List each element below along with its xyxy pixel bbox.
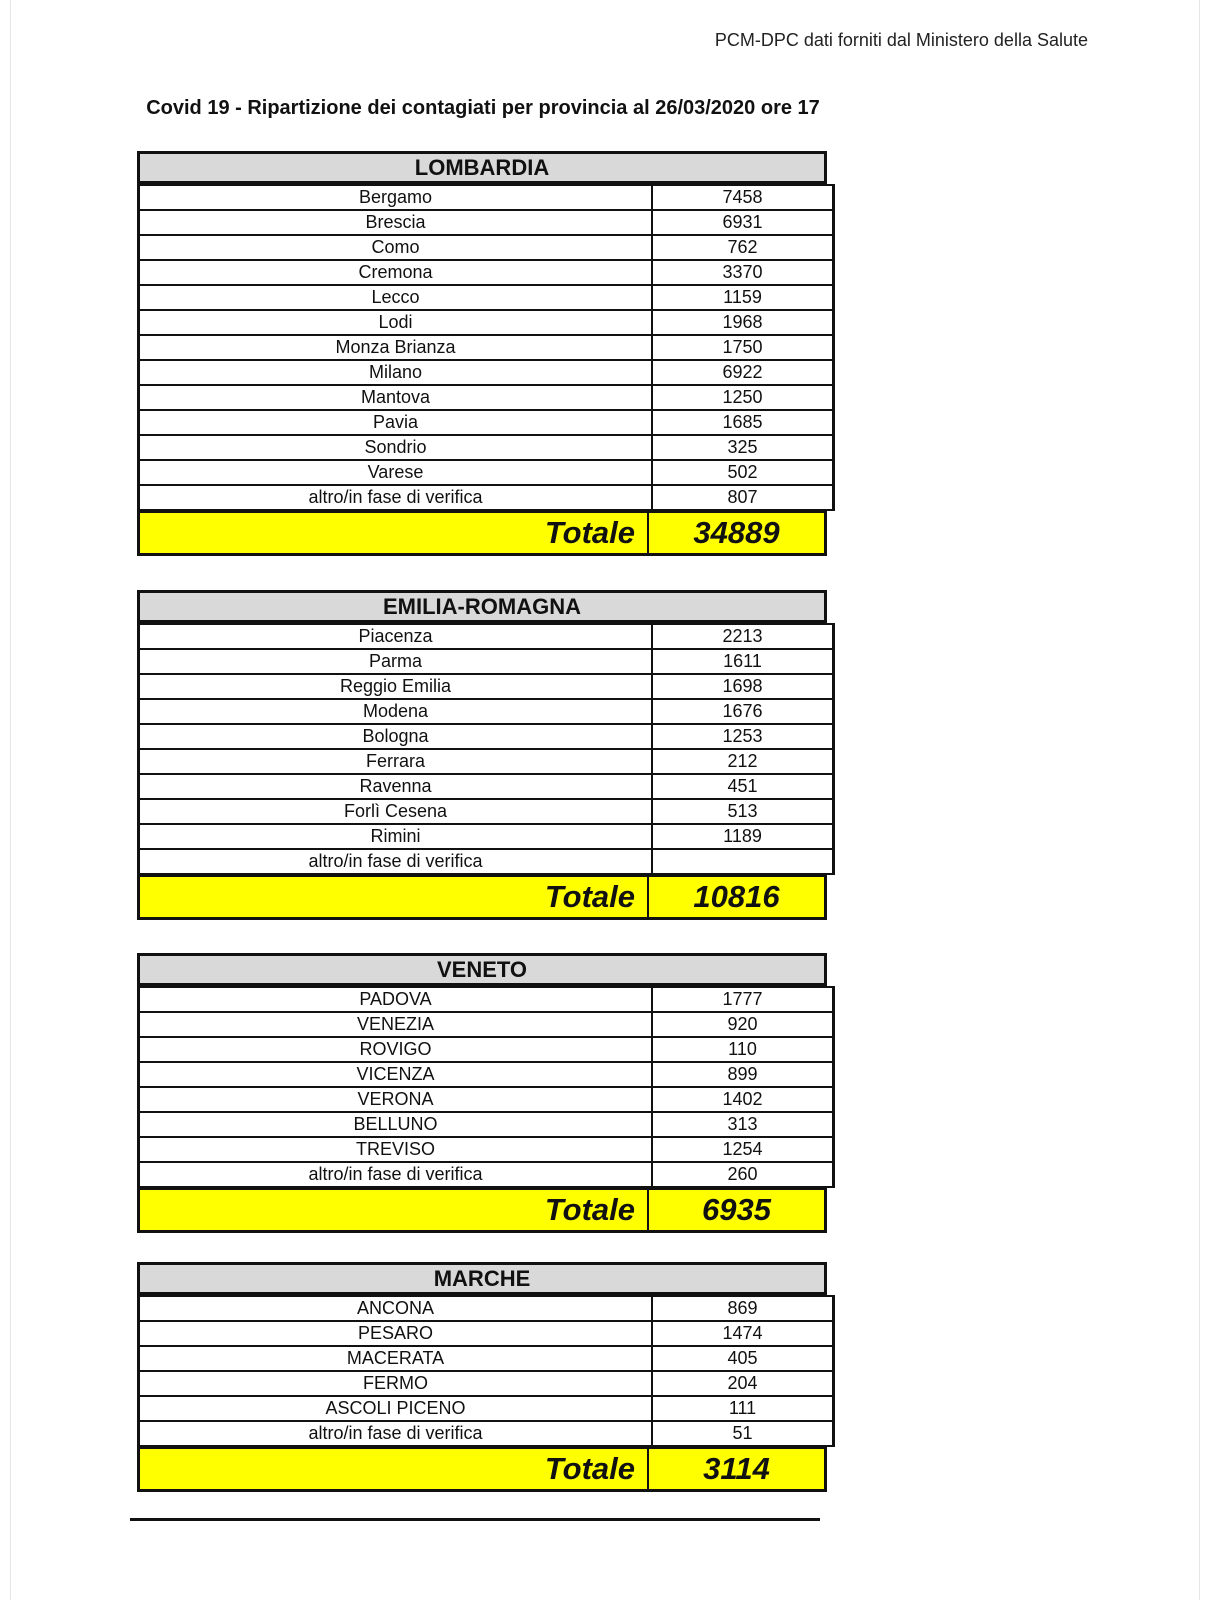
province-name: Lecco — [139, 285, 653, 310]
province-table — [137, 623, 835, 875]
province-name: ANCONA — [139, 1296, 653, 1321]
case-count: 1474 — [652, 1321, 834, 1346]
table-row — [139, 849, 834, 874]
case-count: 762 — [652, 235, 834, 260]
province-name: PADOVA — [139, 987, 653, 1012]
case-count: 1159 — [652, 285, 834, 310]
table-row — [139, 1421, 834, 1446]
case-count: 3370 — [652, 260, 834, 285]
province-name: ASCOLI PICENO — [139, 1396, 653, 1421]
province-name: Bergamo — [139, 185, 653, 210]
province-name: Piacenza — [139, 624, 653, 649]
case-count: 110 — [652, 1037, 834, 1062]
case-count: 51 — [652, 1421, 834, 1446]
table-row — [139, 1062, 834, 1087]
case-count: 260 — [652, 1162, 834, 1187]
total-value: 3114 — [703, 1451, 770, 1486]
province-name: Bologna — [139, 724, 653, 749]
total-row — [137, 875, 827, 920]
case-count: 899 — [652, 1062, 834, 1087]
province-name: altro/in fase di verifica — [139, 1162, 653, 1187]
case-count: 1777 — [652, 987, 834, 1012]
case-count: 869 — [652, 1296, 834, 1321]
total-value: 10816 — [693, 879, 780, 914]
case-count: 325 — [652, 435, 834, 460]
province-table — [137, 184, 835, 511]
table-row — [139, 185, 834, 210]
total-label: Totale — [140, 1449, 649, 1489]
total-row — [137, 1447, 827, 1492]
case-count: 204 — [652, 1371, 834, 1396]
case-count: 1698 — [652, 674, 834, 699]
case-count: 212 — [652, 749, 834, 774]
case-count: 1676 — [652, 699, 834, 724]
table-row — [139, 485, 834, 510]
table-row — [139, 285, 834, 310]
total-label: Totale — [140, 1190, 649, 1230]
table-row — [139, 749, 834, 774]
region-lombardia — [137, 151, 827, 556]
province-name: Parma — [139, 649, 653, 674]
total-value: 6935 — [702, 1192, 771, 1227]
province-name: altro/in fase di verifica — [139, 485, 653, 510]
table-row — [139, 649, 834, 674]
total-label: Totale — [140, 877, 649, 917]
province-table — [137, 986, 835, 1188]
province-table — [137, 1295, 835, 1447]
total-row — [137, 511, 827, 556]
table-row — [139, 1346, 834, 1371]
table-row — [139, 260, 834, 285]
table-row — [139, 1296, 834, 1321]
region-header: EMILIA-ROMAGNA — [137, 590, 827, 623]
table-row — [139, 774, 834, 799]
case-count: 313 — [652, 1112, 834, 1137]
source-note: PCM-DPC dati forniti dal Ministero della Salute — [714, 30, 1088, 50]
table-row — [139, 1321, 834, 1346]
province-name: Forlì Cesena — [139, 799, 653, 824]
table-row — [139, 1162, 834, 1187]
case-count: 920 — [652, 1012, 834, 1037]
region-veneto — [137, 953, 827, 1233]
case-count: 6922 — [652, 360, 834, 385]
case-count: 2213 — [652, 624, 834, 649]
case-count: 1189 — [652, 824, 834, 849]
province-name: ROVIGO — [139, 1037, 653, 1062]
table-row — [139, 1137, 834, 1162]
table-row — [139, 1037, 834, 1062]
province-name: Brescia — [139, 210, 653, 235]
case-count: 451 — [652, 774, 834, 799]
case-count: 807 — [652, 485, 834, 510]
table-row — [139, 460, 834, 485]
table-row — [139, 799, 834, 824]
case-count: 1685 — [652, 410, 834, 435]
table-row — [139, 385, 834, 410]
table-row — [139, 1087, 834, 1112]
province-name: altro/in fase di verifica — [139, 1421, 653, 1446]
province-name: VICENZA — [139, 1062, 653, 1087]
region-header: MARCHE — [137, 1262, 827, 1295]
region-emilia-romagna — [137, 590, 827, 920]
region-header: VENETO — [137, 953, 827, 986]
province-name: Mantova — [139, 385, 653, 410]
table-row — [139, 435, 834, 460]
province-name: Modena — [139, 699, 653, 724]
total-row — [137, 1188, 827, 1233]
province-name: Como — [139, 235, 653, 260]
case-count: 1750 — [652, 335, 834, 360]
table-row — [139, 335, 834, 360]
table-row — [139, 210, 834, 235]
case-count: 1250 — [652, 385, 834, 410]
table-row — [139, 699, 834, 724]
table-row — [139, 724, 834, 749]
table-row — [139, 674, 834, 699]
total-value: 34889 — [693, 515, 780, 550]
table-row — [139, 1112, 834, 1137]
province-name: Lodi — [139, 310, 653, 335]
document-title: Covid 19 - Ripartizione dei contagiati per provincia al 26/03/2020 ore 17 — [146, 97, 820, 119]
case-count: 1402 — [652, 1087, 834, 1112]
table-row — [139, 987, 834, 1012]
province-name: BELLUNO — [139, 1112, 653, 1137]
case-count: 1611 — [652, 649, 834, 674]
total-label: Totale — [140, 513, 649, 553]
table-row — [139, 1012, 834, 1037]
table-row — [139, 360, 834, 385]
province-name: Milano — [139, 360, 653, 385]
case-count: 405 — [652, 1346, 834, 1371]
table-row — [139, 1396, 834, 1421]
province-name: FERMO — [139, 1371, 653, 1396]
case-count: 111 — [652, 1396, 834, 1421]
case-count: 1253 — [652, 724, 834, 749]
province-name: Ferrara — [139, 749, 653, 774]
province-name: Rimini — [139, 824, 653, 849]
case-count: 502 — [652, 460, 834, 485]
province-name: Ravenna — [139, 774, 653, 799]
case-count — [652, 849, 834, 874]
table-row — [139, 235, 834, 260]
province-name: MACERATA — [139, 1346, 653, 1371]
table-row — [139, 824, 834, 849]
province-name: VERONA — [139, 1087, 653, 1112]
case-count: 1254 — [652, 1137, 834, 1162]
table-row — [139, 1371, 834, 1396]
case-count: 1968 — [652, 310, 834, 335]
region-marche — [137, 1262, 827, 1492]
province-name: PESARO — [139, 1321, 653, 1346]
province-name: VENEZIA — [139, 1012, 653, 1037]
province-name: Sondrio — [139, 435, 653, 460]
province-name: Cremona — [139, 260, 653, 285]
province-name: Varese — [139, 460, 653, 485]
case-count: 7458 — [652, 185, 834, 210]
province-name: Reggio Emilia — [139, 674, 653, 699]
table-row — [139, 410, 834, 435]
province-name: altro/in fase di verifica — [139, 849, 653, 874]
region-header: LOMBARDIA — [137, 151, 827, 184]
case-count: 513 — [652, 799, 834, 824]
table-row — [139, 310, 834, 335]
table-row — [139, 624, 834, 649]
province-name: Pavia — [139, 410, 653, 435]
bottom-divider — [130, 1518, 820, 1521]
province-name: TREVISO — [139, 1137, 653, 1162]
province-name: Monza Brianza — [139, 335, 653, 360]
case-count: 6931 — [652, 210, 834, 235]
